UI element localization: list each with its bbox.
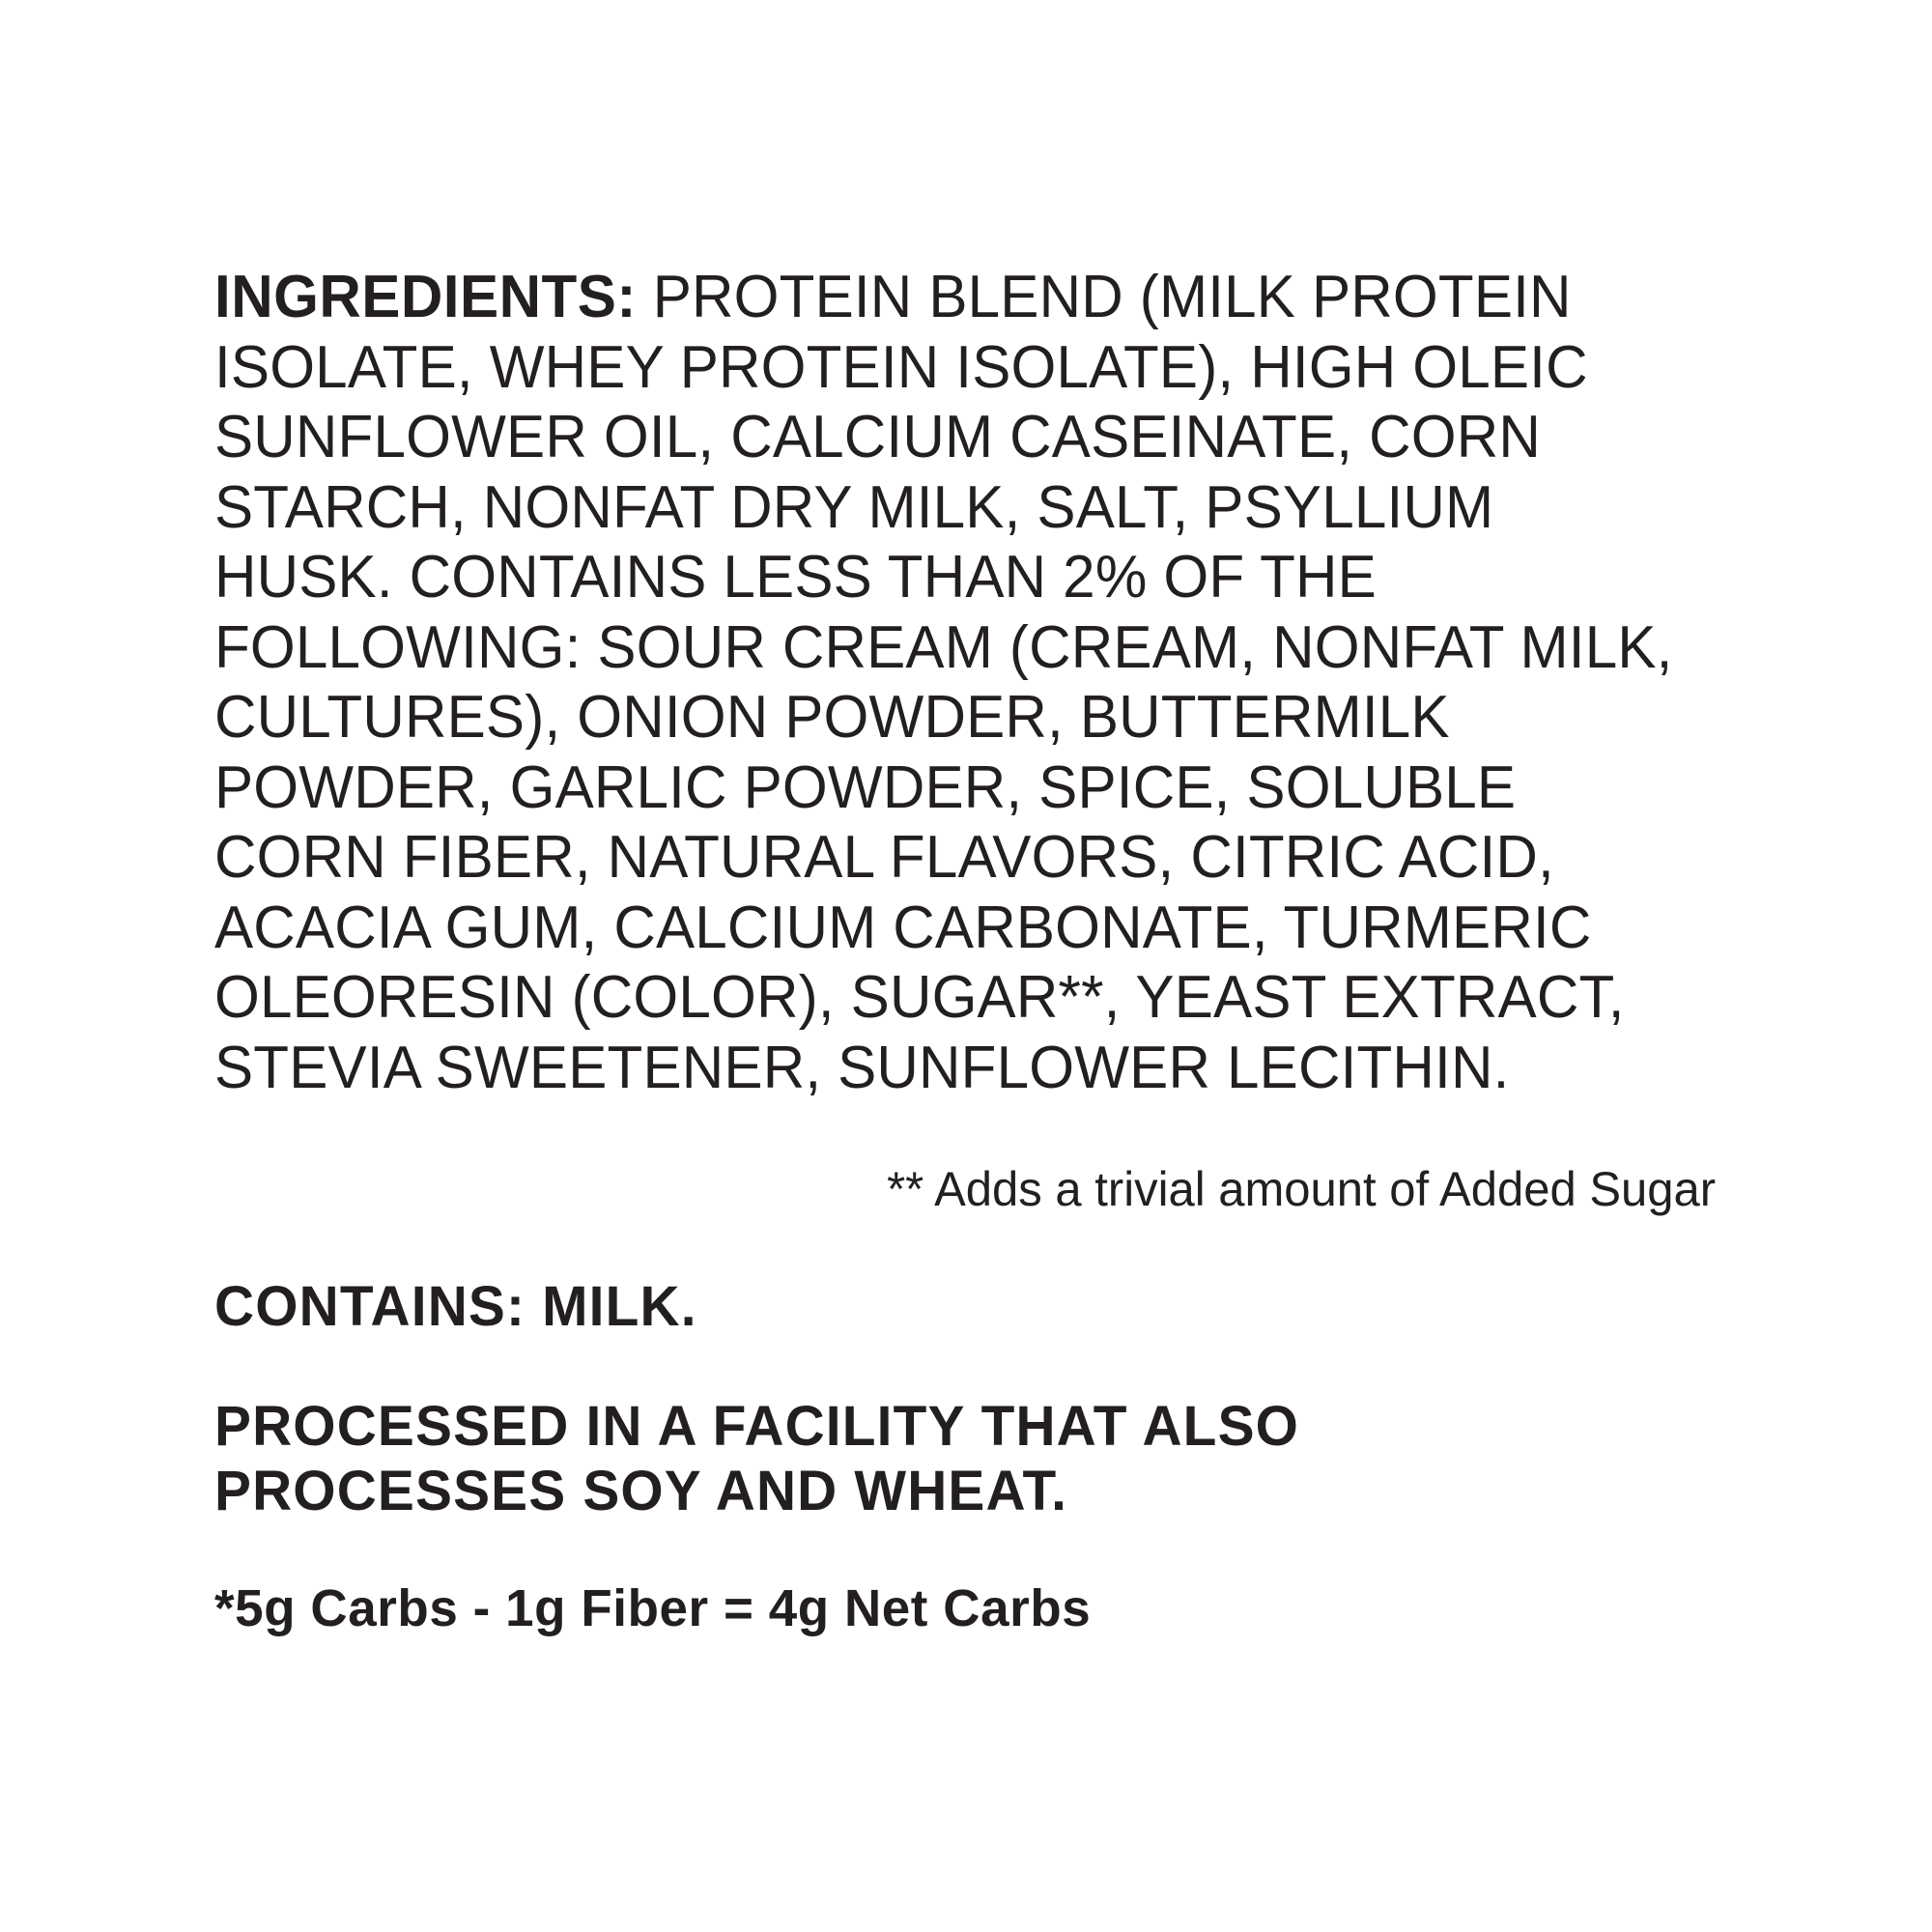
ingredients-heading: INGREDIENTS: [214,264,637,330]
label-content [214,203,1721,1690]
ingredients-list-text: PROTEIN BLEND (MILK PROTEIN ISOLATE, WHEY PROTEIN ISOLATE), HIGH OLEIC SUNFLOWER OIL, CALCIUM CASEINATE, CORN STARCH, NONFAT DRY MILK, SALT, PSYLLIUM HUSK. CONTAINS LESS THAN 2% OF THE FOLLOWING: SOUR CREAM (CREAM, NONFAT MILK, CULTURES), ONION POWDER, BUTTERMILK POWDER, GARLIC POWDER, SPICE, SOLUBLE CORN FIBER, NATURAL FLAVORS, CITRIC ACID, ACACIA GUM, CALCIUM CARBONATE, TURMERIC OLEORESIN (COLOR), SUGAR**, YEAST EXTRACT, STEVIA SWEETENER, SUNFLOWER LECITHIN. [214,264,1673,1101]
contains-allergen-statement: CONTAINS: MILK. [214,1275,697,1339]
added-sugar-footnote: ** Adds a trivial amount of Added Sugar [887,1162,1717,1217]
net-carbs-statement: *5g Carbs - 1g Fiber = 4g Net Carbs [214,1578,1092,1637]
facility-allergen-statement: PROCESSED IN A FACILITY THAT ALSO PROCESSES SOY AND WHEAT. [214,1395,1300,1523]
ingredients-paragraph [214,263,1676,1103]
